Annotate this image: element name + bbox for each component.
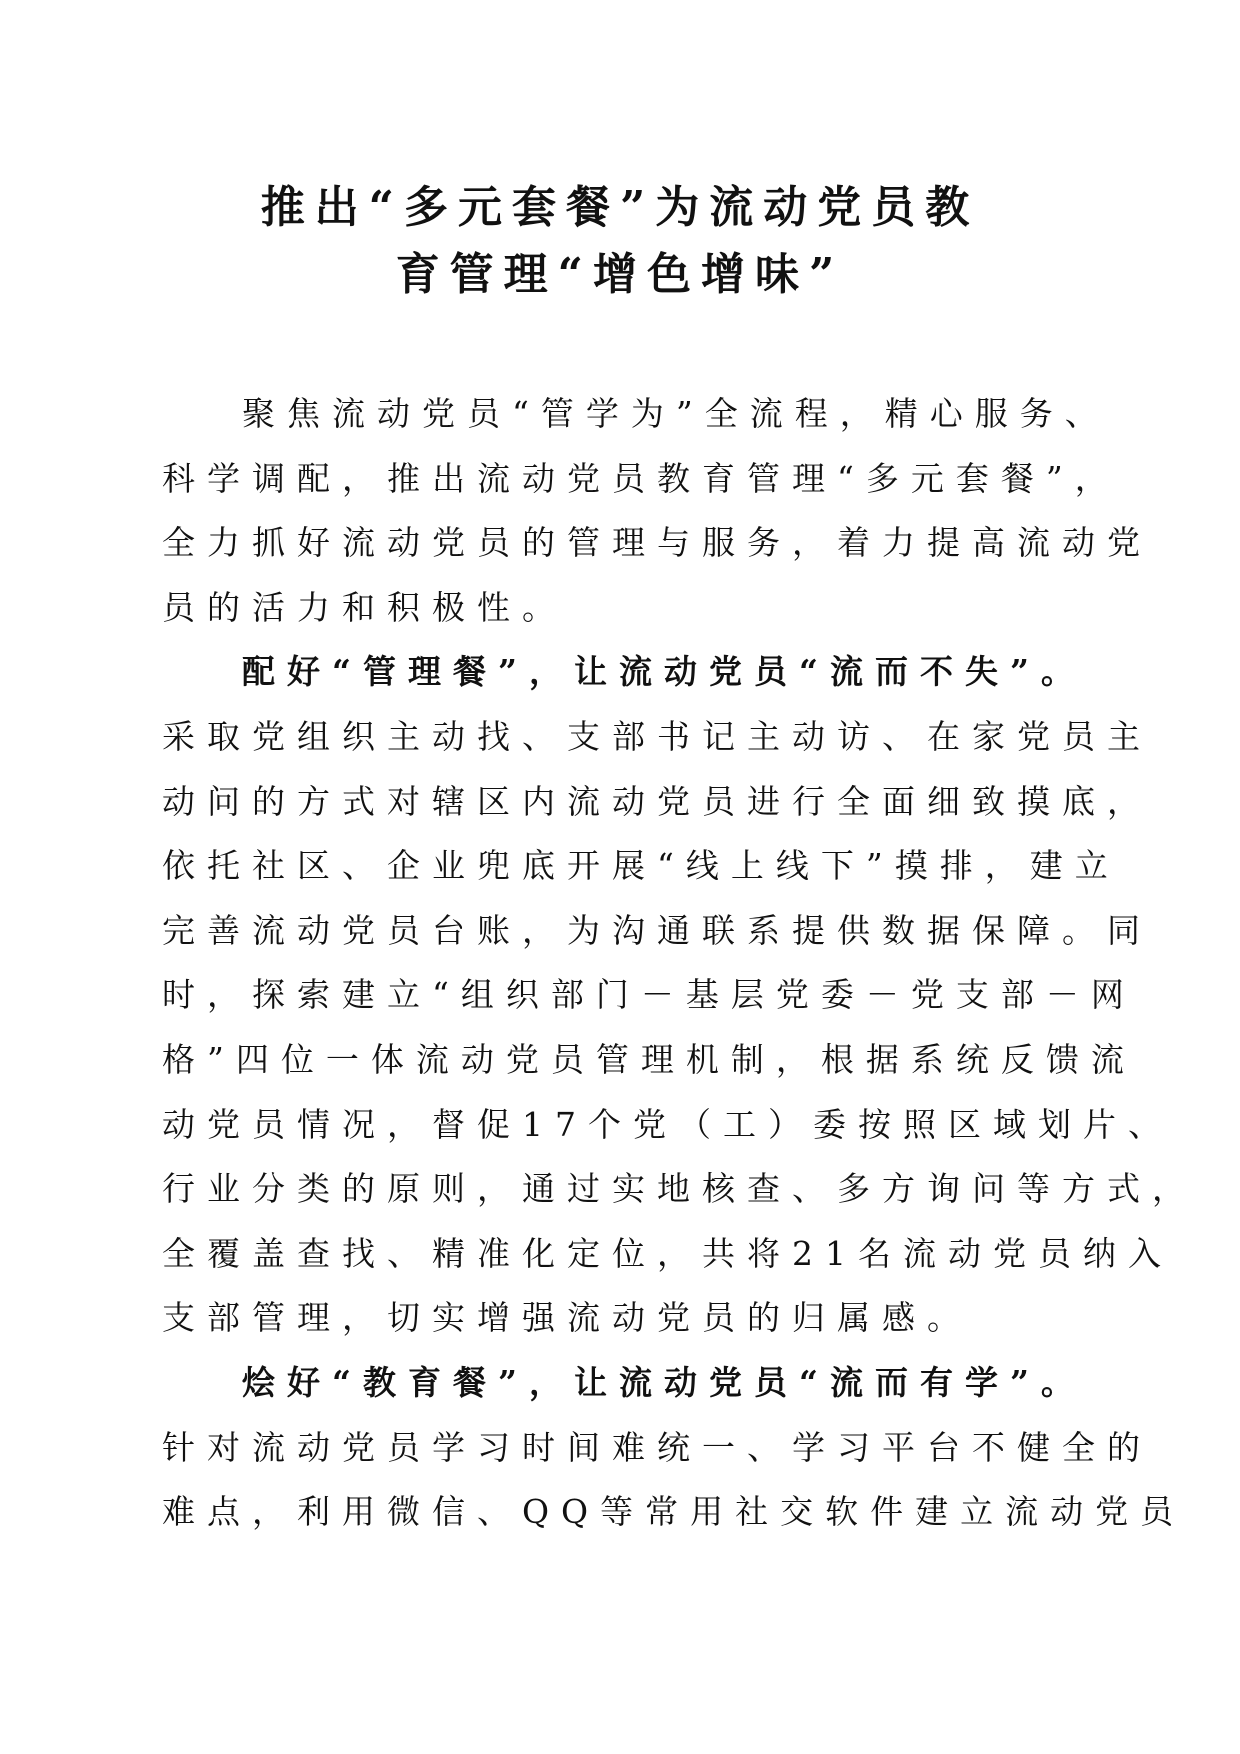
body-line: 针对流动党员学习时间难统一、学习平台不健全的 bbox=[162, 1427, 1152, 1467]
body-line: 时，探索建立“组织部门－基层党委－党支部－网 bbox=[162, 975, 1136, 1015]
body-line: 行业分类的原则，通过实地核查、多方询问等方式， bbox=[162, 1169, 1197, 1209]
body-line: 格”四位一体流动党员管理机制，根据系统反馈流 bbox=[162, 1039, 1136, 1079]
body-line: 完善流动党员台账，为沟通联系提供数据保障。同 bbox=[162, 910, 1152, 950]
document-title-line-1: 推出“多元套餐”为流动党员教 bbox=[260, 182, 980, 233]
section-heading: 烩好“教育餐”，让流动党员“流而有学”。 bbox=[242, 1362, 1086, 1402]
body-line: 难点，利用微信、QQ等常用社交软件建立流动党员 bbox=[162, 1492, 1186, 1532]
body-line: 采取党组织主动找、支部书记主动访、在家党员主 bbox=[162, 716, 1152, 756]
document-body bbox=[162, 382, 1197, 1545]
document-title-line-2: 育管理“增色增味” bbox=[395, 249, 845, 300]
body-line: 支部管理，切实增强流动党员的归属感。 bbox=[162, 1298, 972, 1338]
body-line: 动党员情况，督促17个党（工）委按照区域划片、 bbox=[162, 1104, 1173, 1144]
body-line: 动问的方式对辖区内流动党员进行全面细致摸底， bbox=[162, 781, 1152, 821]
body-line: 依托社区、企业兜底开展“线上线下”摸排，建立 bbox=[162, 846, 1120, 886]
body-line: 科学调配，推出流动党员教育管理“多元套餐”， bbox=[162, 458, 1120, 498]
body-line: 全力抓好流动党员的管理与服务，着力提高流动党 bbox=[162, 523, 1152, 563]
body-line: 员的活力和积极性。 bbox=[162, 587, 567, 627]
body-line: 聚焦流动党员“管学为”全流程，精心服务、 bbox=[242, 394, 1110, 433]
body-line: 全覆盖查找、精准化定位，共将21名流动党员纳入 bbox=[162, 1233, 1173, 1273]
section-heading: 配好“管理餐”，让流动党员“流而不失”。 bbox=[242, 652, 1086, 692]
